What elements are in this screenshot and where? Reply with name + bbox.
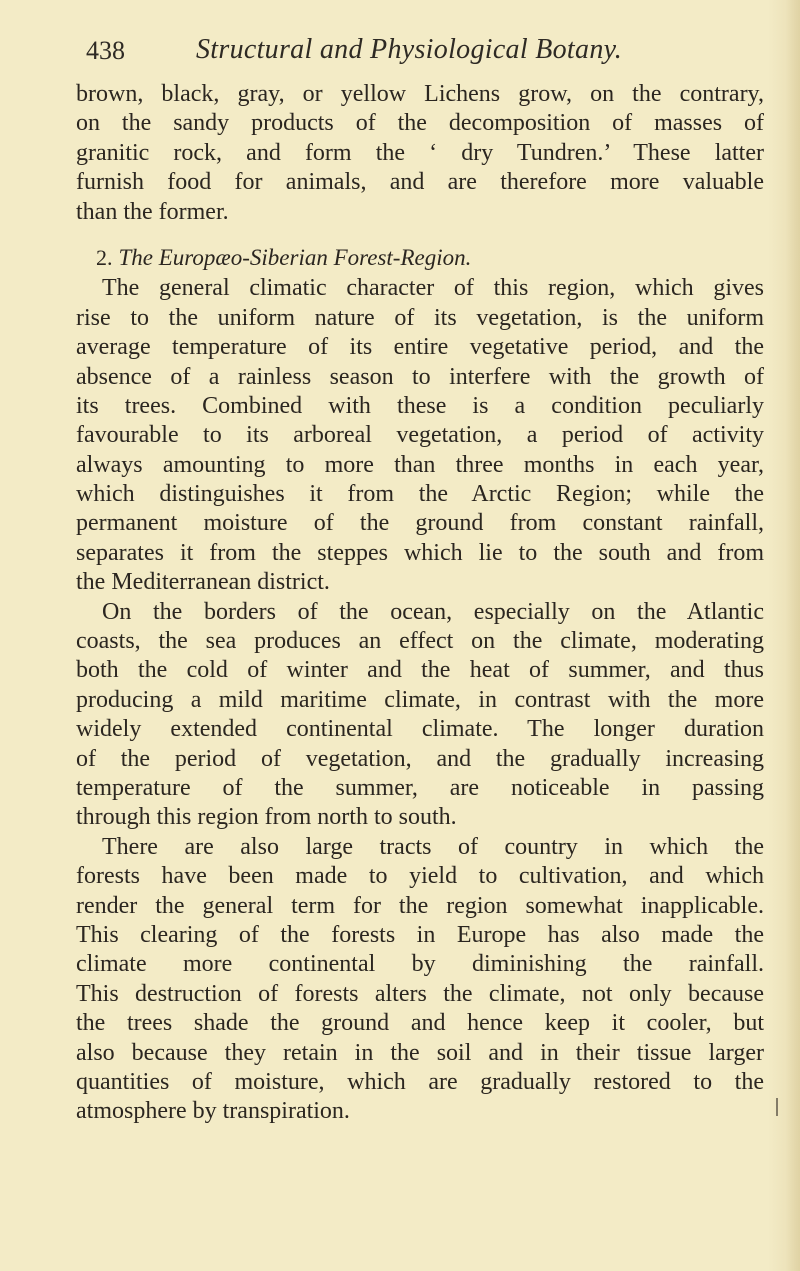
text-line: granitic rock, and form the ‘ dry Tundren.’ These latter: [76, 139, 764, 166]
section-heading: [76, 243, 764, 272]
text-line: There are also large tracts of country in which the: [102, 833, 764, 860]
paragraph-climate-character: [76, 274, 764, 597]
text-line: widely extended continental climate. The longer duration: [76, 716, 764, 743]
page-body: [76, 80, 764, 1127]
text-line: render the general term for the region somewhat inapplicable.: [76, 892, 764, 919]
text-line: On the borders of the ocean, especially on the Atlantic: [102, 598, 764, 625]
text-line: temperature of the summer, are noticeable in passing: [76, 774, 764, 801]
text-line: furnish food for animals, and are therefore more valuable: [76, 169, 764, 196]
text-line: of the period of vegetation, and the gradually increasing: [76, 745, 764, 772]
running-head: [86, 30, 766, 76]
text-line: separates it from the steppes which lie to the south and from: [76, 539, 764, 566]
text-line: absence of a rainless season to interfere with the growth of: [76, 363, 764, 390]
running-title: Structural and Physiological Botany.: [196, 34, 623, 65]
text-line: climate more continental by diminishing the rainfall.: [76, 951, 764, 978]
text-line: than the former.: [76, 198, 229, 225]
text-line: always amounting to more than three months in each year,: [76, 451, 764, 478]
page-number: 438: [86, 36, 125, 65]
continued-paragraph: [76, 80, 764, 227]
section-number: 2.: [96, 244, 113, 270]
text-line: atmosphere by transpiration.: [76, 1098, 350, 1125]
text-line: its trees. Combined with these is a condition peculiarly: [76, 392, 764, 419]
text-line: which distinguishes it from the Arctic Region; while the: [76, 481, 764, 508]
paragraph-forest-clearing: [76, 833, 764, 1127]
text-line: quantities of moisture, which are gradually restored to the: [76, 1068, 764, 1095]
page-edge-shadow: [786, 0, 800, 1271]
text-line: the trees shade the ground and hence keep it cooler, but: [76, 1010, 764, 1037]
section-title: The Europæo-Siberian Forest-Region.: [118, 244, 472, 270]
text-line: permanent moisture of the ground from constant rainfall,: [76, 510, 764, 537]
text-line: both the cold of winter and the heat of summer, and thus: [76, 657, 764, 684]
text-line: forests have been made to yield to cultivation, and which: [76, 863, 764, 890]
text-line: brown, black, gray, or yellow Lichens grow, on the contrary,: [76, 81, 764, 107]
text-line: average temperature of its entire vegetative period, and the: [76, 334, 764, 361]
text-line: This destruction of forests alters the climate, not only because: [76, 980, 764, 1007]
text-line: also because they retain in the soil and in their tissue larger: [76, 1039, 764, 1066]
paragraph-ocean-borders: [76, 598, 764, 833]
text-line: on the sandy products of the decomposition of masses of: [76, 110, 764, 137]
text-line: the Mediterranean district.: [76, 569, 330, 596]
text-line: coasts, the sea produces an effect on the climate, moderating: [76, 628, 764, 655]
text-line: rise to the uniform nature of its vegetation, is the uniform: [76, 304, 764, 331]
text-line: The general climatic character of this region, which gives: [102, 275, 764, 302]
text-line: This clearing of the forests in Europe has also made the: [76, 921, 764, 948]
text-line: through this region from north to south.: [76, 804, 457, 831]
text-line: favourable to its arboreal vegetation, a period of activity: [76, 422, 764, 449]
text-line: producing a mild maritime climate, in contrast with the more: [76, 686, 764, 713]
margin-mark: [776, 1098, 778, 1116]
